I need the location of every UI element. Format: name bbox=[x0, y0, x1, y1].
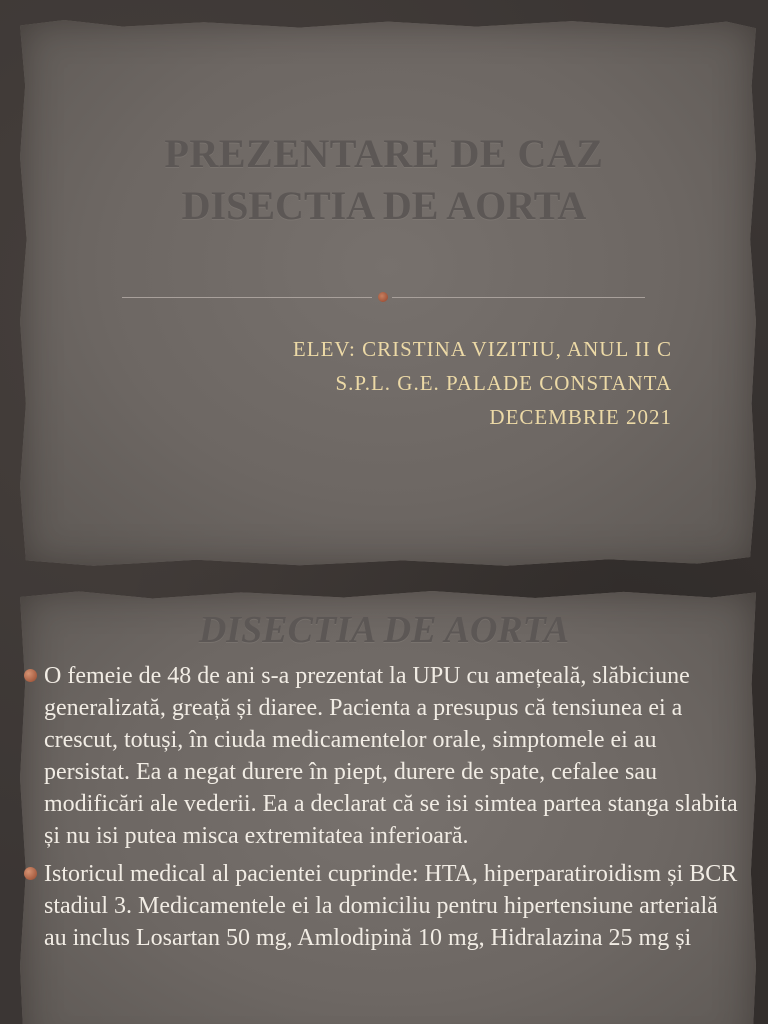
bullet-text: Istoricul medical al pacientei cuprinde: HTA, hiperparatiroidism și BCR stadiul 3. Medicamentele ei la domiciliu pentru hipertensiune arterială au inclus Losartan 50 mg, Amlodipină 10 mg, Hidralazina 25 mg și bbox=[44, 861, 738, 951]
bullet-list bbox=[24, 660, 744, 960]
slide-title: PREZENTARE DE CAZ bbox=[164, 131, 604, 176]
paper-background bbox=[20, 20, 756, 568]
list-item bbox=[24, 660, 744, 852]
divider-line-right bbox=[392, 297, 645, 298]
subtitle-school: S.P.L. G.E. PALADE CONSTANTA bbox=[335, 371, 672, 395]
list-item bbox=[24, 858, 744, 954]
bullet-dot-icon bbox=[24, 669, 37, 682]
subtitle-author: ELEV: CRISTINA VIZITIU, ANUL II C bbox=[292, 337, 672, 361]
bullet-dot-icon bbox=[24, 867, 37, 880]
dot-ornament-icon bbox=[378, 292, 388, 302]
content-slide bbox=[0, 580, 768, 1024]
subtitle-block bbox=[293, 332, 672, 434]
subtitle-date: DECEMBRIE 2021 bbox=[489, 405, 672, 429]
divider-line-left bbox=[122, 297, 372, 298]
slide-title: DISECTIA DE AORTA bbox=[198, 609, 570, 651]
slide-title-main: DISECTIA DE AORTA bbox=[181, 183, 587, 228]
bullet-text: O femeie de 48 de ani s-a prezentat la UPU cu amețeală, slăbiciune generalizată, greață și diaree. Pacienta a presupus că tensiunea ei a crescut, totuși, în ciuda medicamentelor orale, simptomele ei au persistat. Ea a negat durere în piept, durere de spate, cefalee sau modificări ale vederii. Ea a declarat că se isi simtea partea stanga slabita și nu isi putea misca extremitatea inferioară. bbox=[44, 663, 738, 849]
